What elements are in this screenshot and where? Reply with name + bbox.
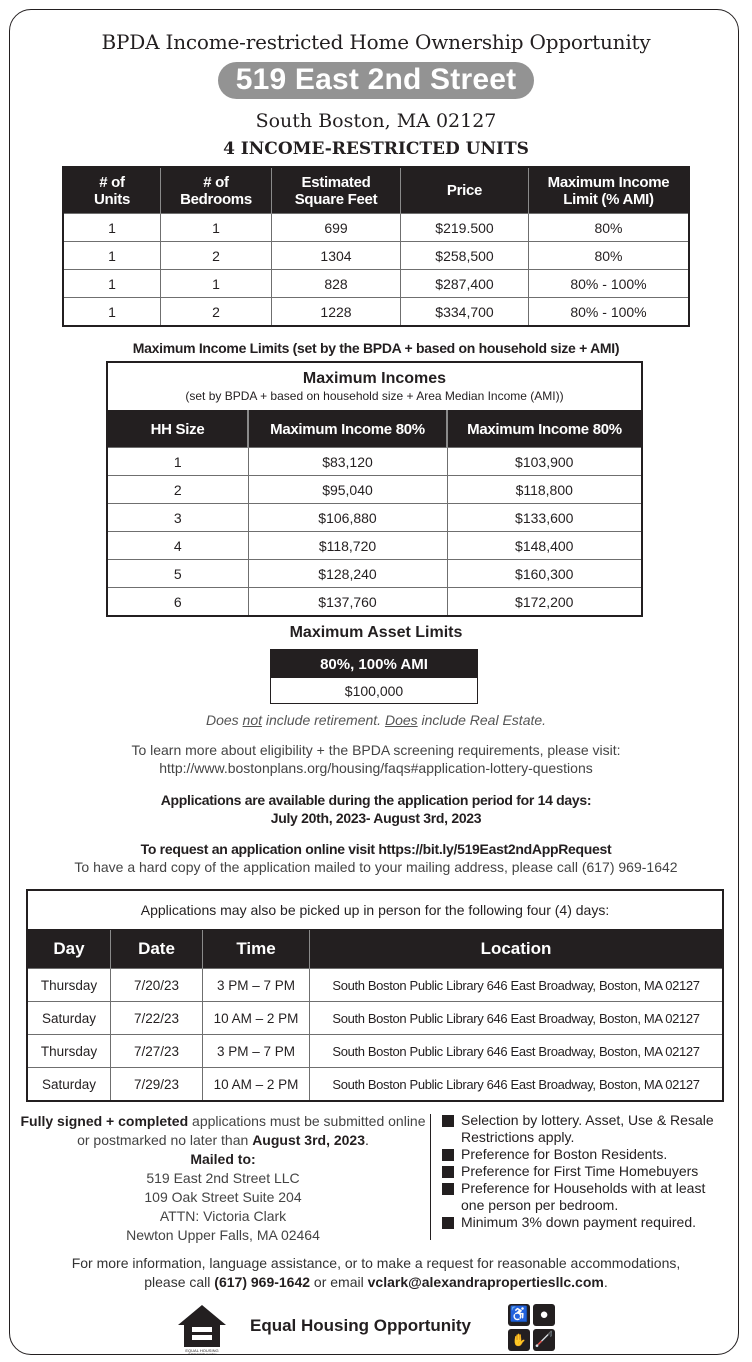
cell: 2 <box>107 476 248 504</box>
bullet-square-icon <box>442 1115 454 1127</box>
income-table-title-row <box>107 362 642 411</box>
col-date: Date <box>111 930 203 969</box>
cell: 10 AM – 2 PM <box>203 1002 310 1035</box>
application-period-dates: July 20th, 2023- August 3rd, 2023 <box>270 810 482 826</box>
application-period-text: Applications are available during the application period for 14 days: <box>160 792 592 808</box>
list-item: Minimum 3% down payment required. <box>442 1214 732 1231</box>
cell: 2 <box>161 242 272 270</box>
cell: 3 PM – 7 PM <box>203 1035 310 1068</box>
cell: 1228 <box>272 298 401 327</box>
col-max-income: Maximum Income Limit (% AMI) <box>529 167 690 214</box>
cell: $334,700 <box>401 298 529 327</box>
cell: $118,800 <box>447 476 642 504</box>
income-table-title: Maximum Incomes <box>302 369 447 387</box>
cell: $160,300 <box>447 560 642 588</box>
equal-housing-logo-icon <box>176 1303 228 1355</box>
col-hh-size: HH Size <box>107 411 248 448</box>
cell: 1 <box>63 298 161 327</box>
cell: 7/29/23 <box>111 1068 203 1102</box>
col-bedrooms: # of Bedrooms <box>161 167 272 214</box>
address-title: 519 East 2nd Street <box>218 62 535 99</box>
hard-copy-text: To have a hard copy of the application mailed to your mailing address, please call (617) 969-1642 <box>74 859 678 875</box>
cell: Thursday <box>27 969 111 1002</box>
column-divider <box>430 1114 431 1240</box>
income-table-title-cell <box>107 362 642 411</box>
table-row <box>63 270 689 298</box>
income-table-header <box>107 411 642 448</box>
cell: 1 <box>161 270 272 298</box>
pickup-caption: Applications may also be picked up in person for the following four (4) days: <box>27 890 723 930</box>
asset-limits-header: 80%, 100% AMI <box>271 650 478 679</box>
col-time: Time <box>203 930 310 969</box>
col-square-feet: Estimated Square Feet <box>272 167 401 214</box>
table-row <box>107 476 642 504</box>
list-item: Selection by lottery. Asset, Use & Resale Restrictions apply. <box>442 1112 732 1146</box>
income-limits-caption: Maximum Income Limits (set by the BPDA + based on household size + AMI) <box>132 340 620 356</box>
bullet-square-icon <box>442 1149 454 1161</box>
cell: Saturday <box>27 1002 111 1035</box>
cell: 80% - 100% <box>529 270 690 298</box>
eligibility-link[interactable]: http://www.bostonplans.org/housing/faqs#application-lottery-questions <box>159 760 593 776</box>
table-row <box>107 532 642 560</box>
col-max-income-80: Maximum Income 80% <box>248 411 447 448</box>
cell: 10 AM – 2 PM <box>203 1068 310 1102</box>
table-row <box>107 560 642 588</box>
request-info <box>0 840 752 876</box>
table-row <box>63 242 689 270</box>
units-table-header <box>63 167 689 214</box>
table-row <box>27 1068 723 1102</box>
cell: $172,200 <box>447 588 642 617</box>
cell: $133,600 <box>447 504 642 532</box>
submission-info <box>20 1112 426 1245</box>
contact-text: For more information, language assistance, or to make a request for reasonable accommodations, <box>71 1255 681 1271</box>
contact-info: For more information, language assistance, or to make a request for reasonable accommodations, please call (617) 969-1642 or email vclark@alexandrapropertiesllc.com. <box>0 1254 752 1292</box>
asset-limits-table <box>270 649 478 704</box>
col-day: Day <box>27 930 111 969</box>
list-item: Preference for Boston Residents. <box>442 1146 732 1163</box>
col-price: Price <box>401 167 529 214</box>
cell: $219.500 <box>401 214 529 242</box>
accessibility-icons <box>508 1304 556 1352</box>
svg-text:OPPORTUNITY: OPPORTUNITY <box>187 1352 217 1355</box>
request-online-link[interactable]: https://bit.ly/519East2ndAppRequest <box>378 841 612 857</box>
cell: 2 <box>161 298 272 327</box>
mailing-address-line: Newton Upper Falls, MA 02464 <box>126 1227 320 1243</box>
table-row <box>27 969 723 1002</box>
cognitive-icon: ● <box>533 1304 555 1326</box>
cell: South Boston Public Library 646 East Broadway, Boston, MA 02127 <box>310 969 724 1002</box>
wheelchair-icon: ♿ <box>508 1304 530 1326</box>
pickup-table-header <box>27 930 723 969</box>
cell: 80% <box>529 242 690 270</box>
contact-phone[interactable]: (617) 969-1642 <box>214 1274 311 1290</box>
pickup-schedule-table <box>26 889 724 1102</box>
eligibility-text: To learn more about eligibility + the BPDA screening requirements, please visit: <box>131 742 621 758</box>
city-line: South Boston, MA 02127 <box>255 110 497 132</box>
cell: $287,400 <box>401 270 529 298</box>
cell: 80% - 100% <box>529 298 690 327</box>
income-table-subtitle: (set by BPDA + based on household size + Area Median Income (AMI)) <box>185 388 564 403</box>
cell: 3 PM – 7 PM <box>203 969 310 1002</box>
cell: 1304 <box>272 242 401 270</box>
income-limits-table <box>106 361 643 617</box>
cell: $148,400 <box>447 532 642 560</box>
col-units: # of Units <box>63 167 161 214</box>
cell: 1 <box>63 242 161 270</box>
cell: $118,720 <box>248 532 447 560</box>
mailing-address-line: 519 East 2nd Street LLC <box>146 1170 300 1186</box>
cell: 7/27/23 <box>111 1035 203 1068</box>
units-heading: 4 INCOME-RESTRICTED UNITS <box>223 139 529 159</box>
cell: 7/22/23 <box>111 1002 203 1035</box>
cell: Thursday <box>27 1035 111 1068</box>
cell: South Boston Public Library 646 East Broadway, Boston, MA 02127 <box>310 1068 724 1102</box>
cell: $128,240 <box>248 560 447 588</box>
cell: 1 <box>63 214 161 242</box>
cell: 3 <box>107 504 248 532</box>
address-banner <box>0 62 752 99</box>
cell: $106,880 <box>248 504 447 532</box>
cell: 80% <box>529 214 690 242</box>
units-table <box>62 166 690 327</box>
bullet-square-icon <box>442 1166 454 1178</box>
rules-list <box>442 1112 732 1231</box>
table-row <box>27 1035 723 1068</box>
cell: $83,120 <box>248 448 447 476</box>
asset-limits-title: Maximum Asset Limits <box>289 624 463 641</box>
bullet-square-icon <box>442 1183 454 1195</box>
cell: Saturday <box>27 1068 111 1102</box>
col-location: Location <box>310 930 724 969</box>
col-max-income-80-second: Maximum Income 80% <box>447 411 642 448</box>
table-row <box>107 448 642 476</box>
mailed-to-label: Mailed to: <box>190 1151 256 1167</box>
list-item: Preference for Households with at least one person per bedroom. <box>442 1180 732 1214</box>
application-period <box>0 791 752 827</box>
equal-housing-label: Equal Housing Opportunity <box>250 1316 471 1335</box>
submission-deadline: Fully signed + completed applications must be submitted online or postmarked no later than August 3rd, 2023. <box>20 1113 426 1148</box>
table-row <box>107 588 642 617</box>
cell: 6 <box>107 588 248 617</box>
cell: 1 <box>161 214 272 242</box>
bullet-square-icon <box>442 1217 454 1229</box>
cell: South Boston Public Library 646 East Broadway, Boston, MA 02127 <box>310 1002 724 1035</box>
cell: 1 <box>107 448 248 476</box>
cell: $95,040 <box>248 476 447 504</box>
pickup-caption-row <box>27 890 723 930</box>
svg-text:EQUAL HOUSING: EQUAL HOUSING <box>185 1348 219 1353</box>
asset-limits-value: $100,000 <box>344 682 404 699</box>
list-item: Preference for First Time Homebuyers <box>442 1163 732 1180</box>
cell: 7/20/23 <box>111 969 203 1002</box>
low-vision-cane-icon: 🦯 <box>533 1329 555 1351</box>
cell: 1 <box>63 270 161 298</box>
eligibility-info <box>0 741 752 777</box>
cell: 4 <box>107 532 248 560</box>
cell: 699 <box>272 214 401 242</box>
program-title: BPDA Income-restricted Home Ownership Opportunity <box>101 30 651 54</box>
cell: $103,900 <box>447 448 642 476</box>
asset-note: Does not include retirement. Does include Real Estate. <box>205 712 547 728</box>
mailing-address-line: 109 Oak Street Suite 204 <box>144 1189 302 1205</box>
table-row <box>63 214 689 242</box>
cell: 5 <box>107 560 248 588</box>
cell: South Boston Public Library 646 East Broadway, Boston, MA 02127 <box>310 1035 724 1068</box>
cell: $258,500 <box>401 242 529 270</box>
table-row <box>27 1002 723 1035</box>
request-online: To request an application online visit https://bit.ly/519East2ndAppRequest <box>140 841 612 857</box>
table-row <box>107 504 642 532</box>
contact-email[interactable]: vclark@alexandrapropertiesllc.com <box>367 1274 604 1290</box>
sign-language-icon: ✋ <box>508 1329 530 1351</box>
cell: 828 <box>272 270 401 298</box>
table-row <box>63 298 689 327</box>
mailing-address-line: ATTN: Victoria Clark <box>159 1208 287 1224</box>
cell: $137,760 <box>248 588 447 617</box>
